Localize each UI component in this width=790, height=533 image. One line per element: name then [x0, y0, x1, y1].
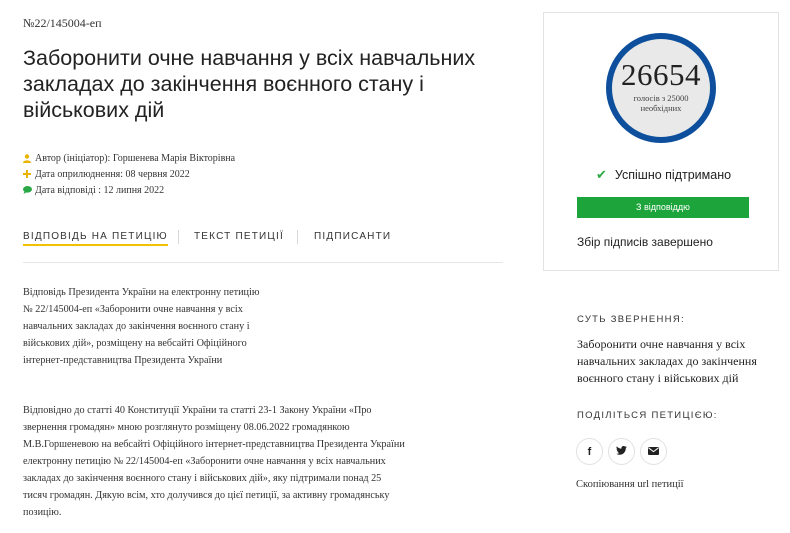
- vote-count: 26654: [621, 57, 701, 92]
- meta-answered-text: Дата відповіді : 12 липня 2022: [35, 184, 165, 196]
- check-icon: ✔: [596, 167, 607, 182]
- petition-tabs: [23, 229, 503, 263]
- petition-number: №22/145004-еп: [23, 16, 102, 30]
- tab-divider: [297, 230, 298, 244]
- email-icon: [648, 446, 659, 458]
- comment-icon: [23, 186, 35, 194]
- tab-signers[interactable]: ПІДПИСАНТИ: [314, 231, 392, 242]
- essence-text: Заборонити очне навчання у всіх навчальних закладах до закінчення воєнного стану і військових дій: [577, 337, 757, 385]
- collection-status: Збір підписів завершено: [577, 235, 713, 249]
- twitter-share-button[interactable]: [608, 438, 635, 465]
- meta-published-text: Дата оприлюднення: 08 червня 2022: [35, 168, 190, 180]
- tab-response[interactable]: ВІДПОВІДЬ НА ПЕТИЦІЮ: [23, 231, 168, 246]
- petition-meta: [23, 150, 235, 198]
- response-paragraph-1: Відповідь Президента України на електронну петицію № 22/145004-еп «Заборонити очне навчання у всіх навчальних закладах до закінчення воєнного стану і військових дій», розміщену на вебсайті Офіційного інтернет-представництва Президента України: [23, 287, 260, 366]
- facebook-share-button[interactable]: [576, 438, 603, 465]
- plus-icon: [23, 170, 35, 178]
- response-paragraph-2: Відповідно до статті 40 Конституції України та статті 23-1 Закону України «Про звернення громадян» мною розглянуто розміщену 08.06.2022 громадянкою М.В.Горшеневою на вебсайті Офіційного інтернет-представництва Президента України електронну петицію № 22/145004-еп «Заборонити очне навчання у всіх навчальних закладах до закінчення воєнного стану і військових дій», яку підтримали понад 25 тисяч громадян. Дякую всім, хто долучився до цієї петиції, за активну громадянську позицію.: [23, 405, 405, 518]
- share-buttons: [576, 438, 667, 465]
- meta-answered: [23, 182, 235, 198]
- vote-counter-inner: [612, 39, 710, 137]
- email-share-button[interactable]: [640, 438, 667, 465]
- petition-title: Заборонити очне навчання у всіх навчальних закладах до закінчення воєнного стану і військових дій: [23, 46, 476, 122]
- essence-heading: СУТЬ ЗВЕРНЕННЯ:: [577, 314, 685, 325]
- twitter-icon: [616, 446, 627, 458]
- petition-status-card: [543, 12, 779, 271]
- status-text: Успішно підтримано: [614, 168, 732, 182]
- status-line: [596, 167, 731, 183]
- user-icon: [23, 154, 35, 163]
- vote-counter: [606, 33, 716, 143]
- meta-published: [23, 166, 235, 182]
- tab-petition-text[interactable]: ТЕКСТ ПЕТИЦІЇ: [194, 231, 284, 242]
- copy-url-link[interactable]: Скопіювання url петиції: [576, 479, 684, 490]
- vote-count-caption: голосів з 25000 необхідних: [633, 93, 689, 113]
- facebook-icon: f: [587, 445, 592, 458]
- answered-button[interactable]: З відповіддю: [577, 197, 749, 218]
- share-heading: ПОДІЛІТЬСЯ ПЕТИЦІЄЮ:: [577, 410, 718, 421]
- tab-divider: [178, 230, 179, 244]
- meta-author: [23, 150, 235, 166]
- meta-author-text: Автор (ініціатор): Горшенева Марія Вікторівна: [35, 152, 236, 164]
